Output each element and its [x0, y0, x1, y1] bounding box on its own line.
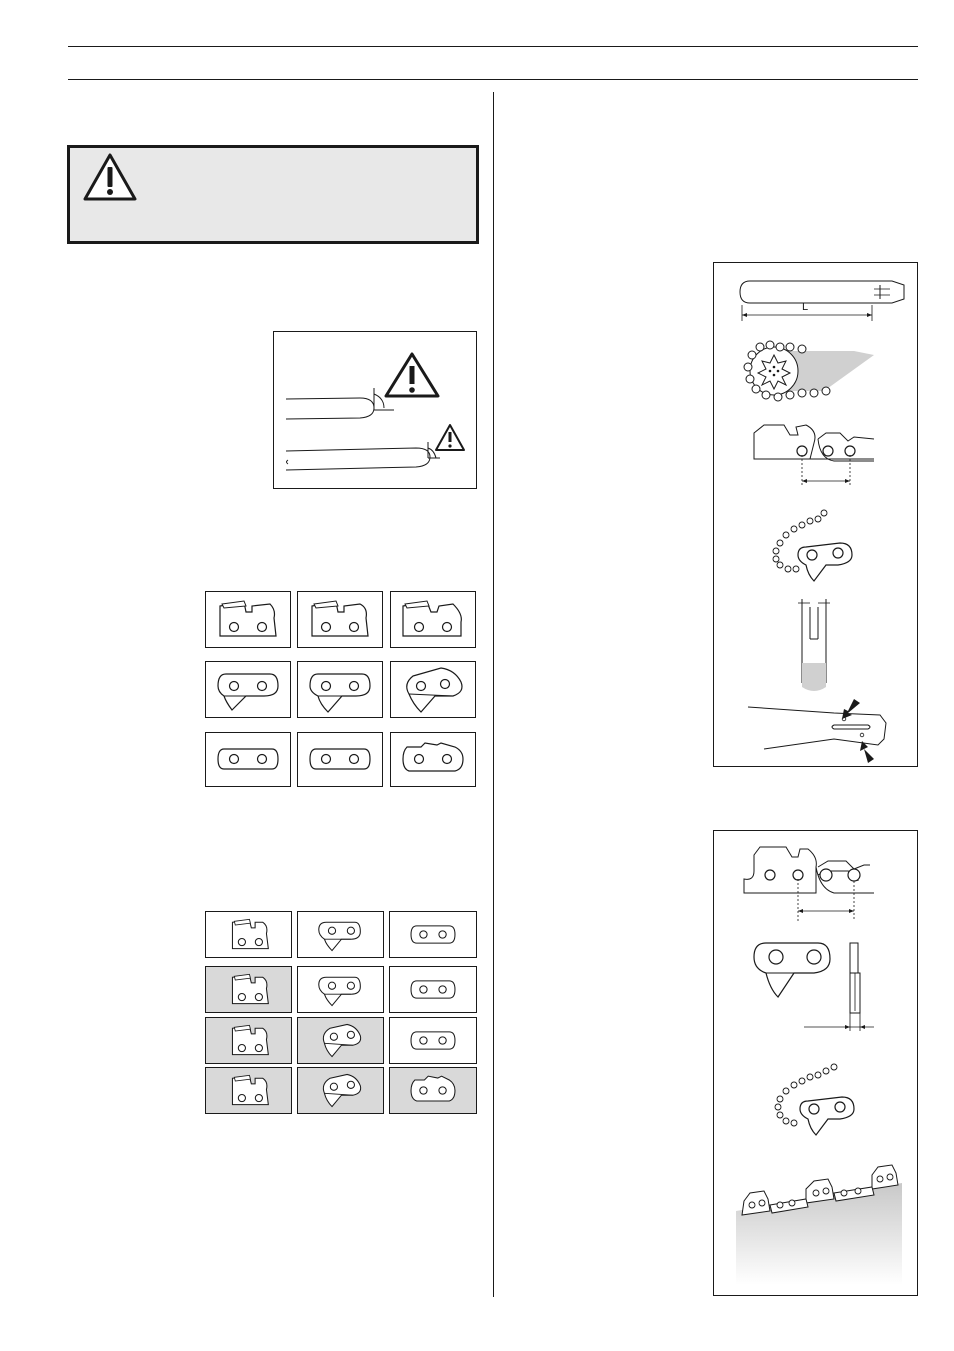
combo-tile-drive-link-row1	[297, 911, 384, 958]
combo-tile-drive-link-row2	[297, 966, 384, 1013]
warning-triangle-icon	[82, 152, 138, 202]
combo-tile-drive-link-row3	[297, 1017, 384, 1064]
combo-tile-tie-strap-row3	[389, 1017, 477, 1064]
combo-tile-cutter-row1	[205, 911, 292, 958]
combo-tile-tie-strap-row4	[389, 1067, 477, 1114]
cutter-tile-chisel	[205, 591, 291, 648]
column-divider	[493, 92, 494, 1297]
warning-box	[67, 145, 479, 244]
cutter-tile-semi-chisel	[297, 591, 383, 648]
combo-tile-tie-strap-row1	[389, 911, 477, 958]
header-top-rule	[68, 46, 918, 47]
combo-tile-tie-strap-row2	[389, 966, 477, 1013]
tie-strap-tile-1	[205, 732, 291, 787]
chain-measurements-figure	[713, 830, 918, 1296]
combo-tile-cutter-row3	[205, 1017, 292, 1064]
bar-and-chain-figure	[713, 262, 918, 767]
warning-triangle-icon	[386, 354, 438, 396]
combo-tile-drive-link-row4	[297, 1067, 384, 1114]
drive-link-tile-1	[205, 661, 291, 718]
combo-tile-cutter-row4	[205, 1067, 292, 1114]
cutter-tile-chipper	[390, 591, 476, 648]
combo-tile-cutter-row2	[205, 966, 292, 1013]
tie-strap-tile-3	[390, 732, 476, 787]
kickback-zone-figure	[273, 331, 477, 489]
bar-length-label: L	[802, 301, 809, 313]
drive-link-tile-3	[390, 661, 476, 718]
warning-triangle-icon	[436, 425, 464, 450]
tie-strap-tile-2	[297, 732, 383, 787]
header-bottom-rule	[68, 79, 918, 80]
drive-link-tile-2	[297, 661, 383, 718]
